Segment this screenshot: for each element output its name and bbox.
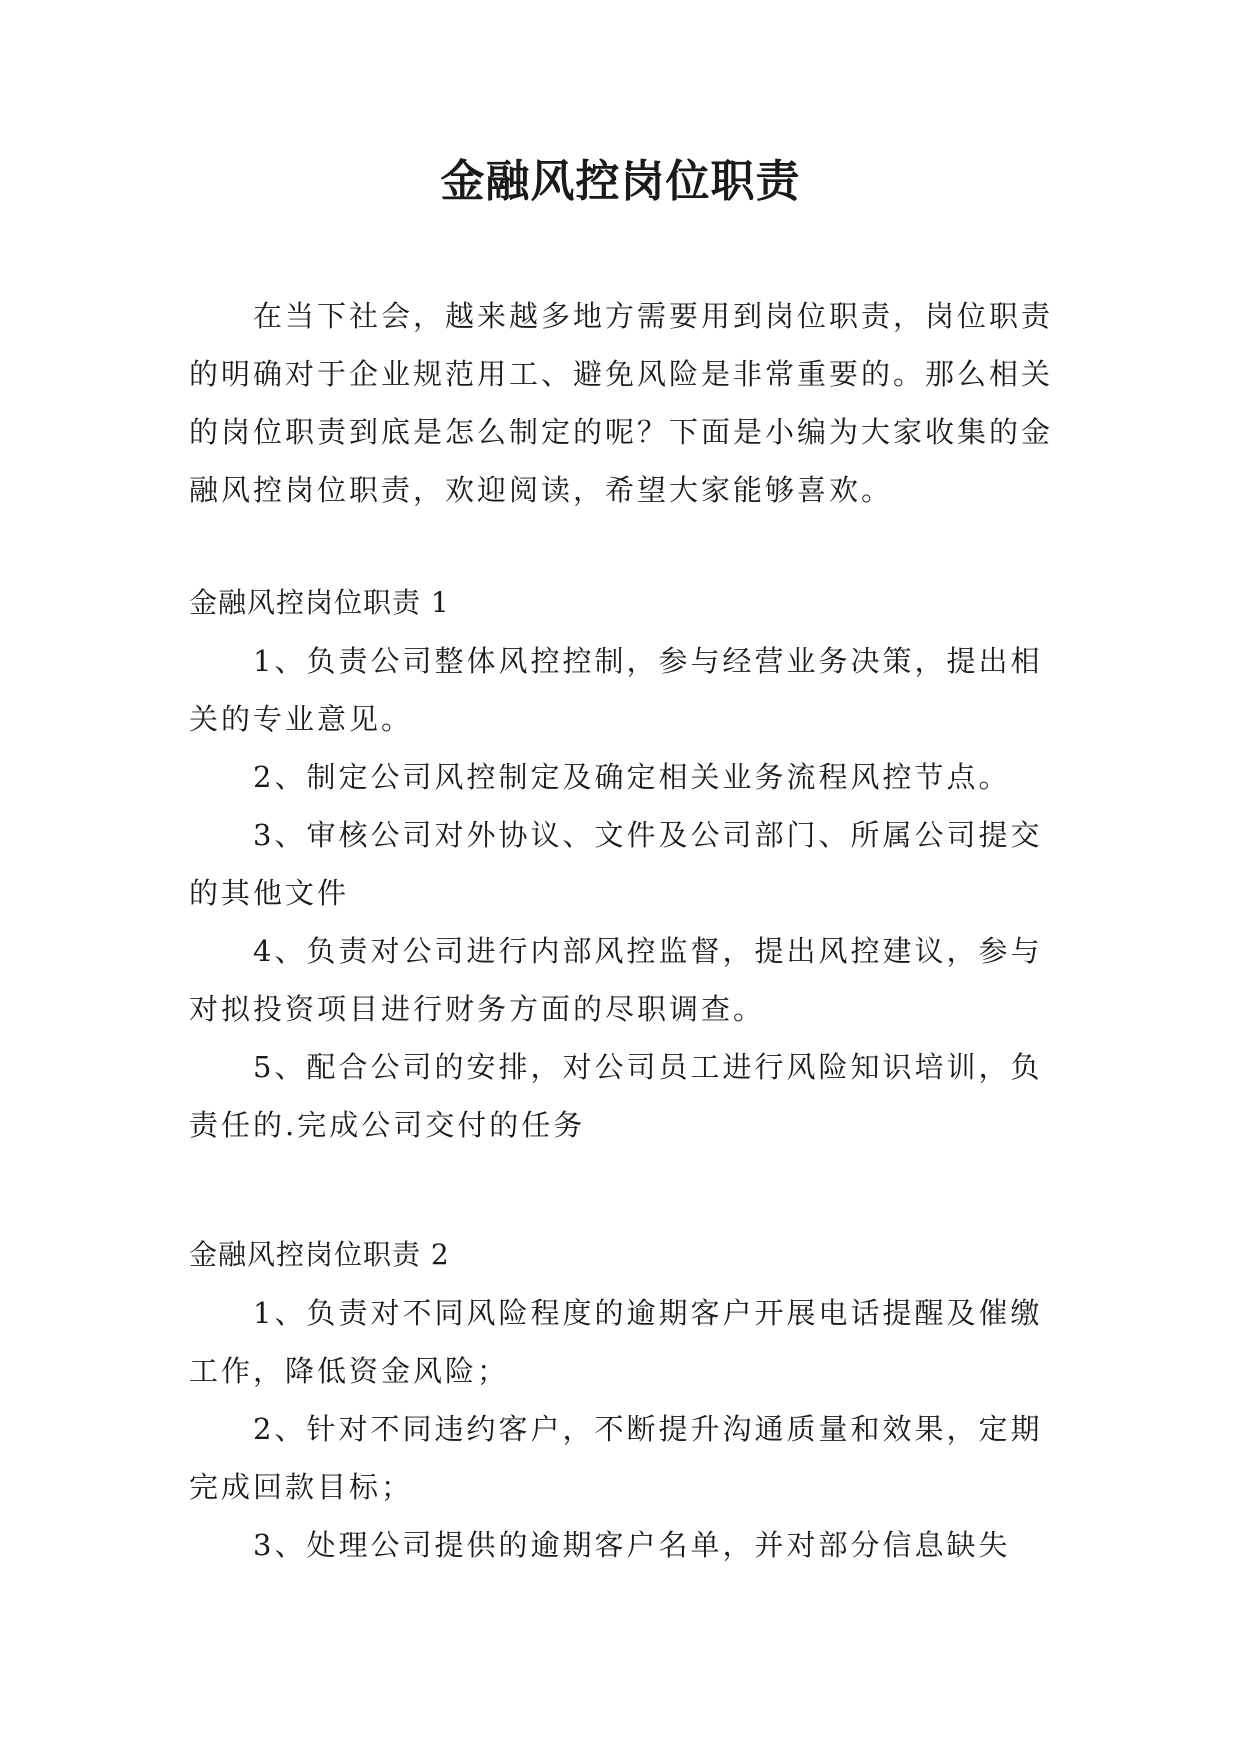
duty-item: 1、负责对不同风险程度的逾期客户开展电话提醒及催缴工作，降低资金风险；: [189, 1296, 1043, 1388]
duty-item: 3、审核公司对外协议、文件及公司部门、所属公司提交的其他文件: [189, 818, 1043, 910]
section-2: [189, 1226, 1069, 1574]
duty-item: 5、配合公司的安排，对公司员工进行风险知识培训，负责任的.完成公司交付的任务: [189, 1050, 1043, 1142]
intro-paragraph: 在当下社会，越来越多地方需要用到岗位职责，岗位职责的明确对于企业规范用工、避免风险是非常重要的。那么相关的岗位职责到底是怎么制定的呢？下面是小编为大家收集的金融风控岗位职责，欢迎阅读，希望大家能够喜欢。: [189, 299, 1054, 507]
duty-item: 2、针对不同违约客户，不断提升沟通质量和效果，定期完成回款目标；: [189, 1412, 1043, 1504]
section-1: [189, 574, 1069, 1154]
duty-item: 2、制定公司风控制定及确定相关业务流程风控节点。: [253, 760, 1011, 794]
section-heading: 金融风控岗位职责 1: [189, 586, 450, 619]
duty-item: 4、负责对公司进行内部风控监督，提出风控建议，参与对拟投资项目进行财务方面的尽职调查。: [189, 934, 1043, 1026]
intro-block: [189, 287, 1069, 519]
document-title: 金融风控岗位职责: [440, 156, 801, 207]
duty-item: 1、负责公司整体风控控制，参与经营业务决策，提出相关的专业意见。: [189, 644, 1043, 736]
duty-item: 3、处理公司提供的逾期客户名单，并对部分信息缺失: [253, 1528, 1011, 1562]
section-heading: 金融风控岗位职责 2: [189, 1238, 450, 1271]
